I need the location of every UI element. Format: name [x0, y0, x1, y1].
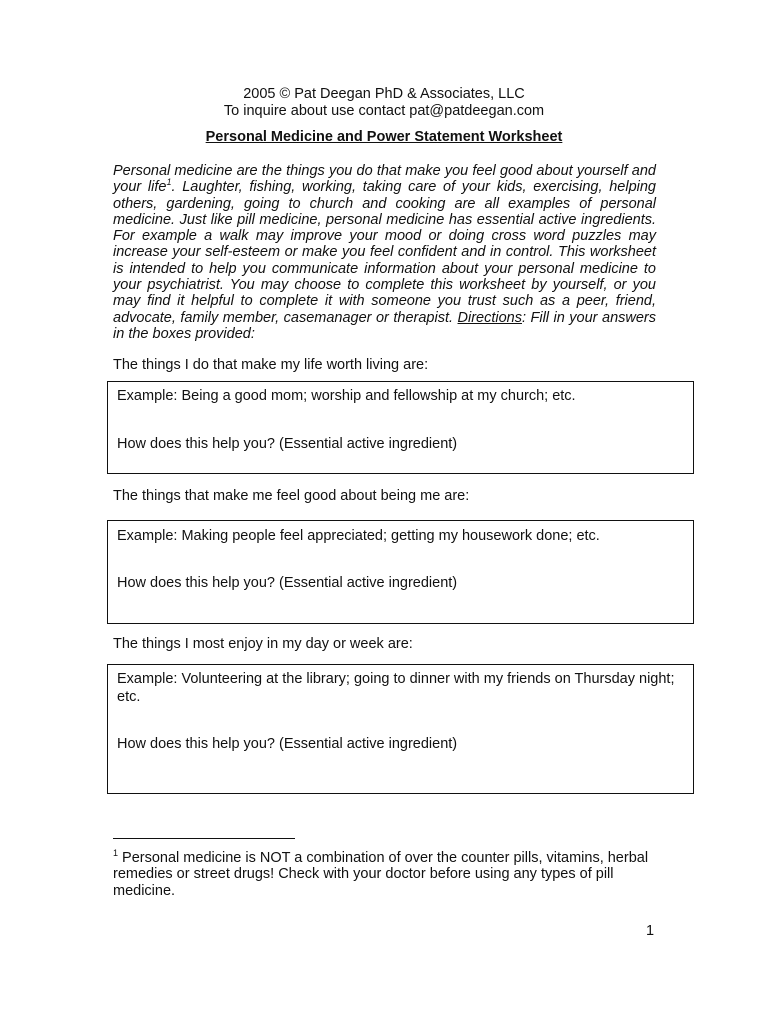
- intro-text-part2: . Laughter, fishing, working, taking care of your kids, exercising, helping others, gardening, going to church and cooking are all examples of personal medicine. Just like pill medicine, personal medicine has essential active ingredients. For example a walk may improve your mood or doing cross word puzzles may increase your self-esteem or make you feel confident and in control. This worksheet is intended to help you communicate information about your personal medicine to your psychiatrist. You may choose to complete this worksheet by yourself, or you may find it helpful to complete it with someone you trust such as a peer, friend, advocate, family member, casemanager or therapist.: [113, 179, 656, 326]
- worksheet-title: Personal Medicine and Power Statement Worksheet: [205, 129, 563, 145]
- section-3-example: Example: Volunteering at the library; going to dinner with my friends on Thursday night; etc.: [117, 671, 675, 705]
- footnote-separator: [113, 838, 295, 839]
- section-1-example: Example: Being a good mom; worship and fellowship at my church; etc.: [117, 388, 576, 404]
- section-3-question: How does this help you? (Essential active ingredient): [117, 736, 458, 752]
- section-2-answer-box[interactable]: [107, 520, 694, 624]
- footnote-mark: 1: [113, 848, 119, 858]
- section-1-question: How does this help you? (Essential active ingredient): [117, 436, 458, 452]
- footnote-text: Personal medicine is NOT a combination of over the counter pills, vitamins, herbal remedies or street drugs! Check with your doctor before using any types of pill medicine.: [113, 849, 649, 899]
- section-3-prompt: The things I most enjoy in my day or week are:: [113, 636, 413, 652]
- section-2-prompt: The things that make me feel good about being me are:: [113, 488, 470, 504]
- section-3-answer-box[interactable]: [107, 664, 694, 794]
- footnote: [113, 845, 653, 899]
- section-2-example: Example: Making people feel appreciated; getting my housework done; etc.: [117, 528, 600, 544]
- section-1-answer-box[interactable]: [107, 381, 694, 474]
- footnote-reference: 1: [166, 177, 172, 188]
- contact-line: To inquire about use contact pat@patdeegan.com: [223, 103, 545, 119]
- directions-text: : Fill in your answers in the boxes provided:: [113, 309, 656, 342]
- intro-text-part1: Personal medicine are the things you do that make you feel good about yourself and your life: [113, 163, 656, 196]
- copyright-line: 2005 © Pat Deegan PhD & Associates, LLC: [243, 86, 525, 102]
- section-2-question: How does this help you? (Essential active ingredient): [117, 575, 458, 591]
- directions-label: Directions: [457, 309, 522, 326]
- section-1-prompt: The things I do that make my life worth living are:: [113, 357, 429, 373]
- intro-paragraph: [113, 163, 656, 342]
- page-number: 1: [646, 923, 655, 939]
